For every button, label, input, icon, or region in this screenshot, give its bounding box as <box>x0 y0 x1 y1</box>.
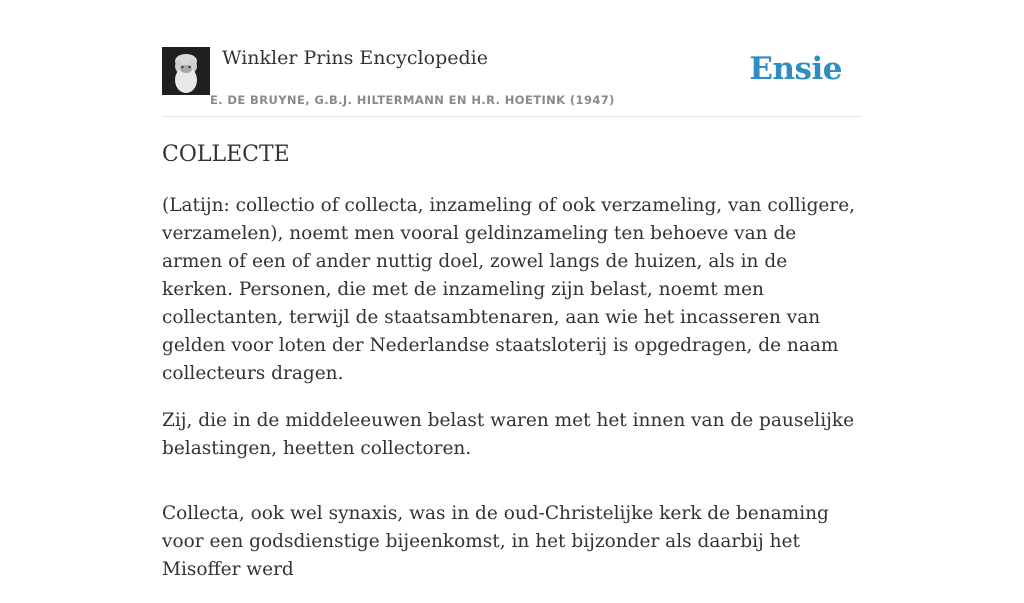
source-title[interactable]: Winkler Prins Encyclopedie <box>222 47 488 69</box>
ensie-logo-link[interactable]: Ensie <box>749 51 842 87</box>
entry-paragraph: (Latijn: collectio of collecta, inzameling of ook verzameling, van colligere, verzamelen), noemt men vooral geldinzameling ten behoeve van de armen of een of ander nuttig doel, zowel langs de huizen, als in de kerken. Personen, die met de inzameling zijn belast, noemt men collectanten, terwijl de staatsambtenaren, aan wie het incasseren van gelden voor loten der Nederlandse staatsloterij is opgedragen, de naam collecteurs dragen. <box>162 195 856 384</box>
source-authors: E. DE BRUYNE, G.B.J. HILTERMANN EN H.R. HOETINK (1947) <box>210 93 615 107</box>
author-portrait-avatar[interactable] <box>162 47 210 95</box>
entry-body <box>162 192 862 603</box>
source-header <box>162 0 862 117</box>
entry-title: COLLECTE <box>162 142 290 167</box>
entry-paragraph: Collecta, ook wel synaxis, was in de oud-Christelijke kerk de benaming voor een godsdienstige bijeenkomst, in het bijzonder als daarbij het Misoffer werd <box>162 503 829 580</box>
portrait-image <box>162 47 210 95</box>
page <box>162 0 862 580</box>
entry-paragraph: Zij, die in de middeleeuwen belast waren met het innen van de pauselijke belastingen, heetten collectoren. <box>162 410 855 459</box>
